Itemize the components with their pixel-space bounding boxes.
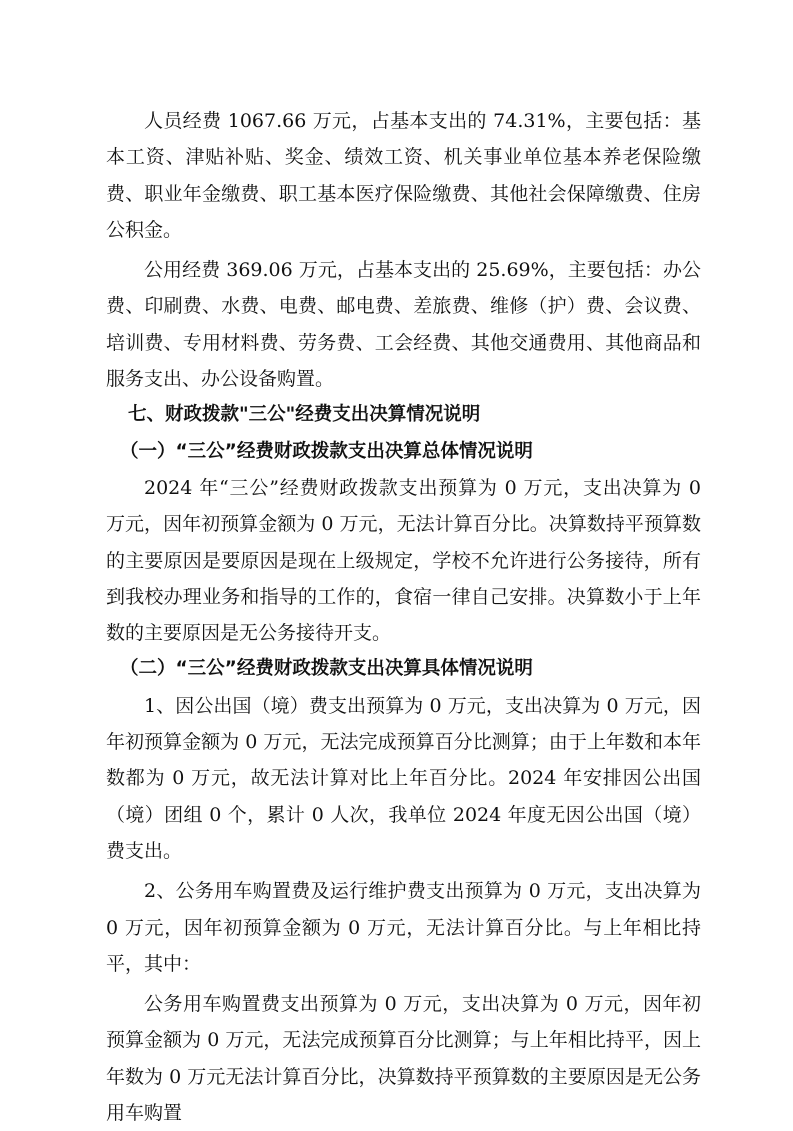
paragraph-personnel-expenses: 人员经费 1067.66 万元，占基本支出的 74.31%，主要包括：基本工资、津贴补贴、奖金、绩效工资、机关事业单位基本养老保险缴费、职业年金缴费、职工基本医疗保险缴费、其他社会保障缴费、住房公积金。	[106, 110, 701, 241]
paragraph-overall-situation: 2024 年“三公”经费财政拨款支出预算为 0 万元，支出决算为 0 万元，因年初预算金额为 0 万元，无法计算百分比。决算数持平预算数的主要原因是要原因是现在上级规定，学校不允许进行公务接待，所有到我校办理业务和指导的工作的，食宿一律自己安排。决算数小于上年数的主要原因是无公务接待开支。	[106, 476, 701, 645]
section-7-heading: 七、财政拨款"三公"经费支出决算情况说明	[128, 404, 481, 426]
paragraph-item-2-vehicles: 2、公务用车购置费及运行维护费支出预算为 0 万元，支出决算为 0 万元，因年初预算金额为 0 万元，无法计算百分比。与上年相比持平，其中：	[106, 880, 701, 975]
paragraph-public-expenses: 公用经费 369.06 万元，占基本支出的 25.69%，主要包括：办公费、印刷费、水费、电费、邮电费、差旅费、维修（护）费、会议费、培训费、专用材料费、劳务费、工会经费、其他交通费用、其他商品和服务支出、办公设备购置。	[106, 259, 701, 391]
paragraph-vehicle-purchase: 公务用车购置费支出预算为 0 万元，支出决算为 0 万元，因年初预算金额为 0 万元，无法完成预算百分比测算；与上年相比持平，因上年数为 0 万元无法计算百分比，决算数持平预算数的主要原因是无公务用车购置	[106, 993, 701, 1125]
subsection-1-heading: （一）“三公”经费财政拨款支出决算总体情况说明	[120, 440, 533, 462]
subsection-2-heading: （二）“三公”经费财政拨款支出决算具体情况说明	[120, 658, 533, 680]
document-page	[106, 103, 701, 1131]
paragraph-item-1-overseas: 1、因公出国（境）费支出预算为 0 万元，支出决算为 0 万元，因年初预算金额为 0 万元，无法完成预算百分比测算；由于上年数和本年数都为 0 万元，故无法计算对比上年百分比。2024 年安排因公出国（境）团组 0 个，累计 0 人次，我单位 2024 年度无因公出国（境）费支出。	[106, 694, 701, 862]
